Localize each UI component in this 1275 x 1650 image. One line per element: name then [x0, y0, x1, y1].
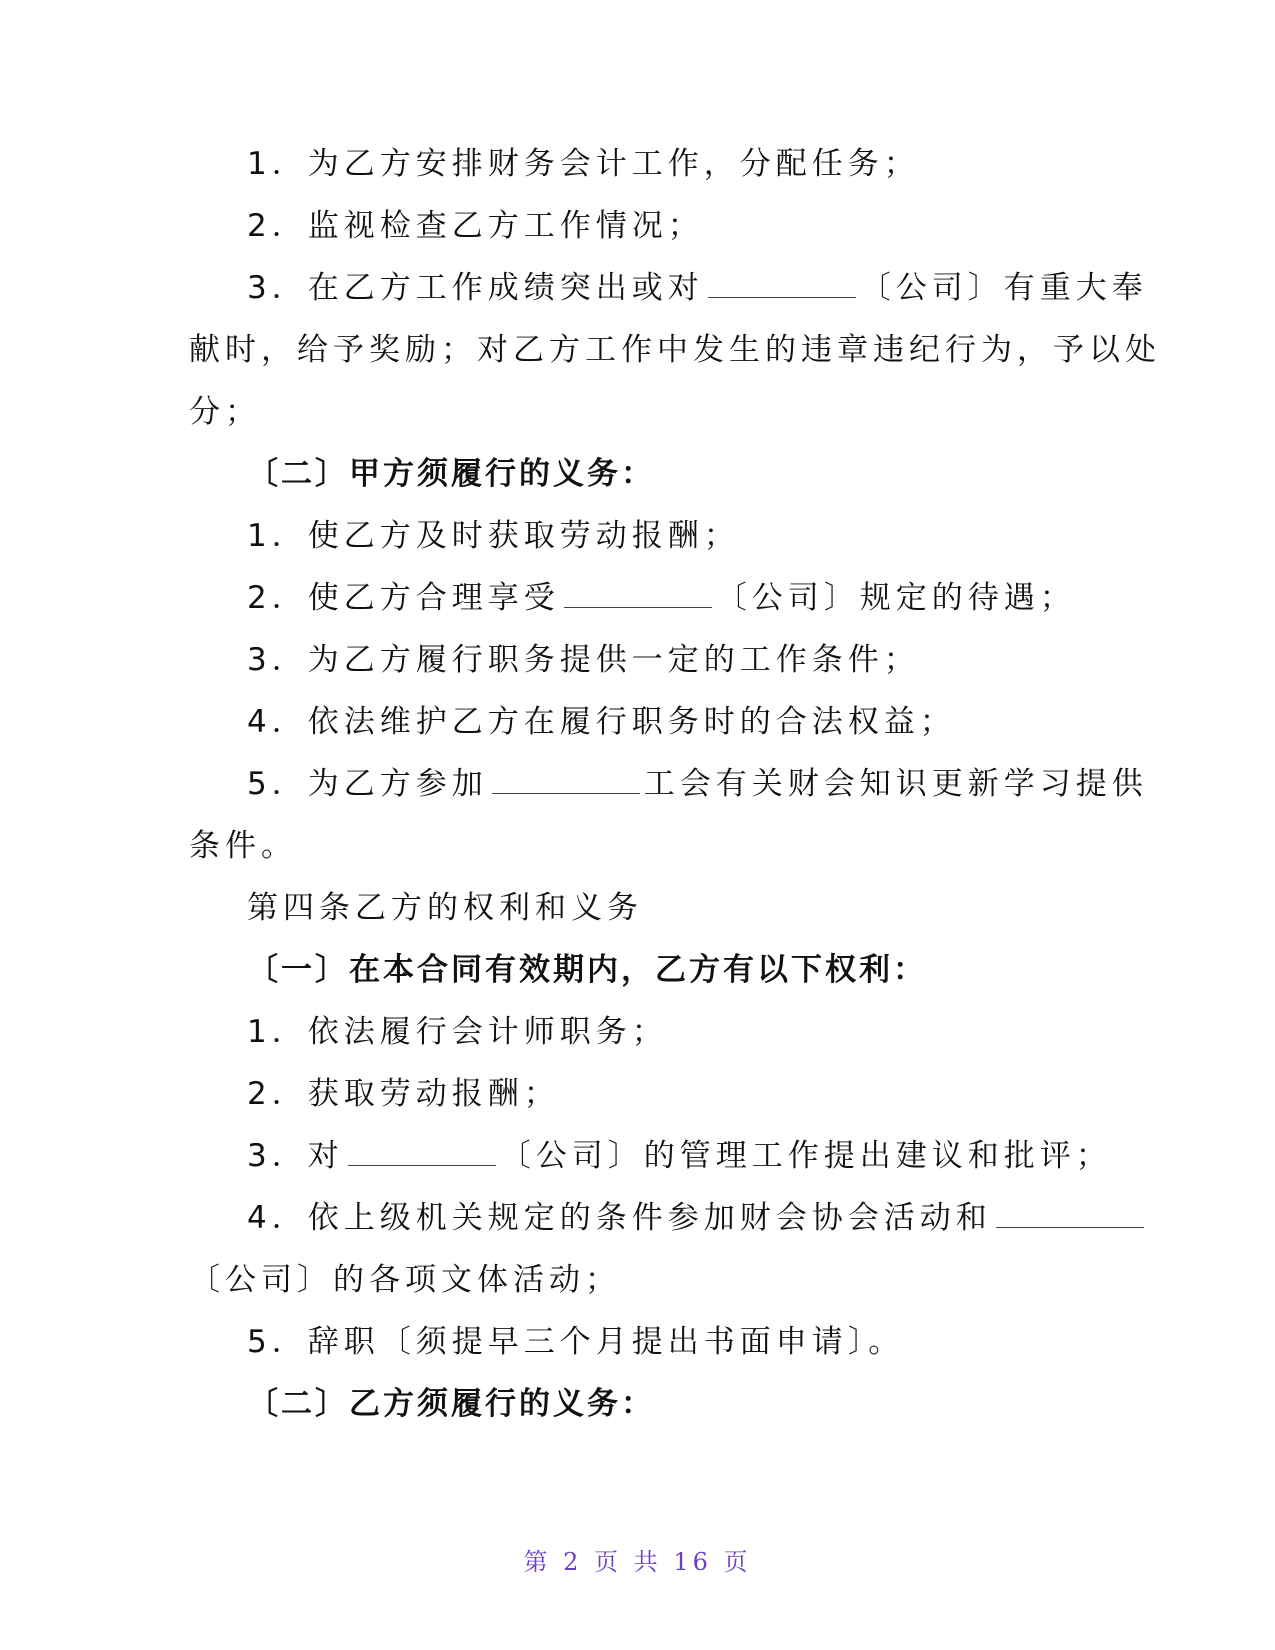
paragraph-line: 3．为乙方履行职务提供一定的工作条件；: [247, 642, 920, 678]
paragraph-line: 1．依法履行会计师职务；: [247, 1014, 668, 1050]
fill-in-blank: [996, 1201, 1144, 1228]
paragraph-line: 5．辞职〔须提早三个月提出书面申请〕。: [247, 1324, 905, 1360]
fill-in-blank: [348, 1139, 496, 1166]
page-footer: [0, 1542, 1275, 1577]
article-heading: 第四条乙方的权利和义务: [247, 890, 643, 926]
paragraph-line: 1．使乙方及时获取劳动报酬；: [247, 518, 740, 554]
paragraph-line: 5．为乙方参加 工会有关财会知识更新学习提供: [247, 766, 1148, 802]
paragraph-line: 4．依法维护乙方在履行职务时的合法权益；: [247, 704, 956, 740]
section-heading: 〔二〕乙方须履行的义务：: [247, 1386, 655, 1422]
paragraph-line: 3．对 〔公司〕的管理工作提出建议和批评；: [247, 1138, 1112, 1174]
paragraph-line: 献时，给予奖励；对乙方工作中发生的违章违纪行为，予以处: [189, 332, 1161, 368]
section-heading: 〔二〕甲方须履行的义务：: [247, 456, 655, 492]
paragraph-line: 条件。: [189, 828, 297, 864]
paragraph-line: 2．监视检查乙方工作情况；: [247, 208, 704, 244]
paragraph-line: 1．为乙方安排财务会计工作，分配任务；: [247, 146, 920, 182]
fill-in-blank: [564, 581, 712, 608]
paragraph-line: 3．在乙方工作成绩突出或对 〔公司〕有重大奉: [247, 270, 1148, 306]
fill-in-blank: [492, 767, 640, 794]
current-page-number: 2: [563, 1548, 583, 1576]
section-heading: 〔一〕在本合同有效期内，乙方有以下权利：: [247, 952, 927, 988]
footer-prefix: 第: [523, 1548, 552, 1576]
footer-middle: 页 共: [594, 1548, 662, 1576]
paragraph-line: 4．依上级机关规定的条件参加财会协会活动和: [247, 1198, 1152, 1238]
total-pages-number: 16: [673, 1548, 712, 1576]
paragraph-line: 2．获取劳动报酬；: [247, 1076, 560, 1112]
fill-in-blank: [708, 271, 856, 298]
paragraph-line: 〔公司〕的各项文体活动；: [189, 1262, 621, 1298]
paragraph-line: 2．使乙方合理享受 〔公司〕规定的待遇；: [247, 580, 1076, 616]
footer-suffix: 页: [723, 1548, 752, 1576]
paragraph-line: 分；: [189, 394, 261, 430]
